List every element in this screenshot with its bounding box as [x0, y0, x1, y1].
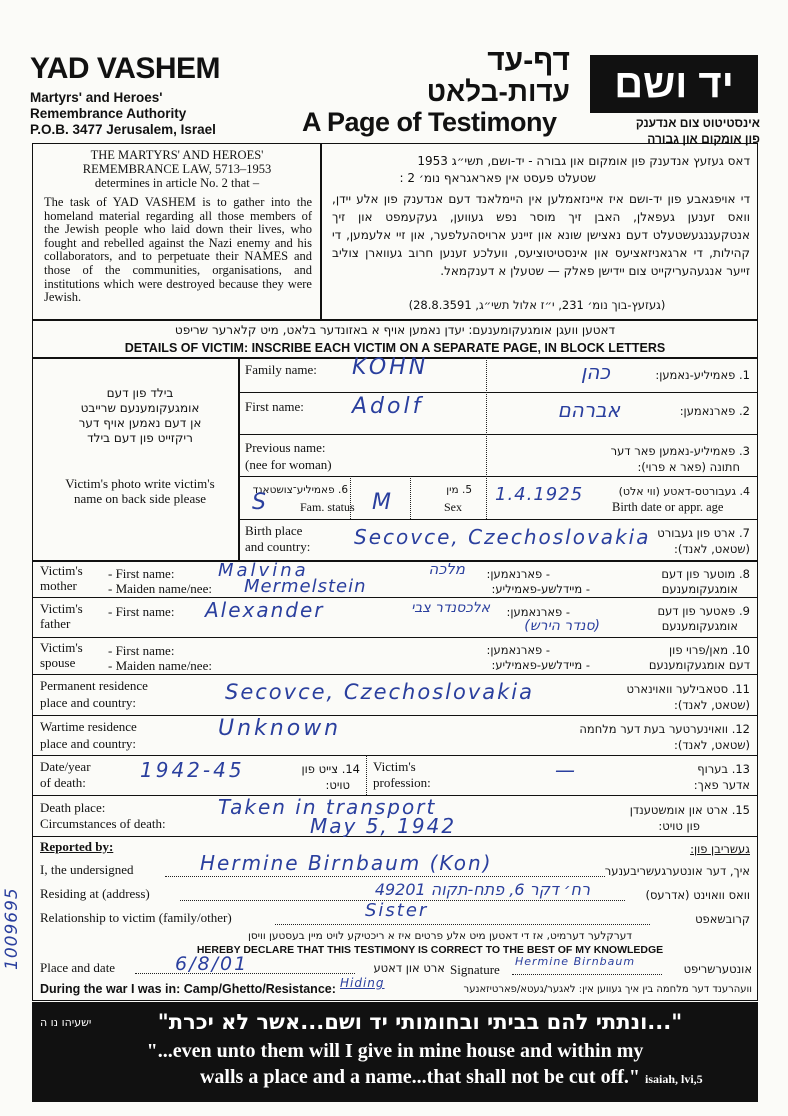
- org-en-line3: P.O.B. 3477 Jerusalem, Israel: [30, 122, 216, 137]
- footer-heb-ref: ישעיהו נו ה: [40, 1016, 92, 1029]
- family-name-heb-value: כהן: [580, 360, 610, 384]
- law-yi-head: דאס געזעץ אנדענק פון אומקום און גבורה - יד-ושם, תשי״ג 1953: [417, 154, 750, 168]
- first-name-heb-value: אברהם: [557, 398, 620, 422]
- sex-yi: 5. מין: [446, 484, 472, 496]
- place-date-value: 6/8/01: [175, 953, 249, 975]
- yad-vashem-logo: יד ושם: [590, 55, 758, 113]
- profession-label-1: Victim's: [373, 759, 416, 774]
- profession-label-2: profession:: [373, 775, 431, 790]
- signature-label: Signature: [450, 962, 500, 977]
- father-yi-1: 9. פאטער פון דעם: [657, 604, 750, 618]
- law-yi-body: די אויפגאבע פון יד-ושם איז איינזאמלען אין היימלאנד דעם אנדענק פון אלע יידן, וואס זענען געפאלן, האבן זיך מוסר נפש געווען, געקעמפט און זיך אנטקעגנגעשטעלט דעם נאצישן שונא און זיינע ארויסהעלפער, און זיי אלעמען, די קהילות, די ארגאניזאציעס און אינסטיטוציעס, וועלכע זענען חרוב געווארן צוליב זייער אנגעהעריקייט צום יידישן פאלק — שטעלן א דענקמאל.: [332, 192, 750, 278]
- perm-res-yi-2: (שטאט, לאנד):: [673, 698, 750, 712]
- father-heb-value-1: אלכסנדר צבי: [411, 600, 490, 616]
- death-place-value-2: May 5, 1942: [310, 814, 457, 838]
- fam-status-value: S: [252, 490, 269, 515]
- fam-status-yi: 6. פאמיליע־צושטאנד: [252, 484, 348, 496]
- birth-date-value: 1.4.1925: [495, 484, 584, 505]
- birth-place-value: Secovce, Czechoslovakia: [354, 525, 651, 549]
- birth-date-yi: 4. געבורטס-דאטע (ווי אלט): [618, 485, 750, 498]
- prev-name-yi-1: 3. פאמיליע-נאמען פאר דער: [610, 444, 750, 458]
- father-first-value: Alexander: [205, 598, 325, 622]
- profession-value: —: [555, 758, 578, 782]
- mother-first-yi: - פארנאמען:: [486, 567, 550, 581]
- birth-place-label-2: and country:: [245, 539, 311, 554]
- page-title: A Page of Testimony: [302, 107, 557, 137]
- yiddish-title-2: עדות-בלאט: [426, 76, 570, 107]
- relationship-label: Relationship to victim (family/other): [40, 910, 232, 925]
- death-date-yi-2: טויט:: [325, 778, 350, 792]
- profession-yi-1: 13. בערוף: [697, 762, 750, 776]
- law-yi-ref: (געזעץ-בוך נומ׳ 231, י״ז אלול תשי״ג, 28.8.3591): [408, 298, 666, 312]
- spouse-first-yi: - פארנאמען:: [486, 643, 550, 657]
- yiddish-title-1: דף-עד: [487, 44, 570, 77]
- spouse-label-2: spouse: [40, 655, 76, 670]
- profession-yi-2: אדער פאך:: [693, 778, 750, 792]
- death-place-label-2: Circumstances of death:: [40, 816, 166, 831]
- war-value: Hiding: [340, 976, 385, 990]
- war-yi: וועהרענד דער מלחמה בין איך געווען אין: לאגער/געטא/פארטיזאנער: [463, 984, 752, 995]
- father-first-yi: - פארנאמען:: [506, 605, 570, 619]
- death-place-yi-2: פון טויט:: [658, 819, 700, 833]
- org-en-title: YAD VASHEM: [30, 52, 221, 85]
- signature-yi: אונטערשריפט: [683, 962, 752, 976]
- place-date-label: Place and date: [40, 960, 116, 975]
- law-yi-head2: שטעלט פעסט אין פאראגראף נומ׳ 2 :: [399, 171, 596, 185]
- perm-res-label-1: Permanent residence: [40, 678, 148, 693]
- mother-yi-1: 8. מוטער פון דעם: [661, 567, 750, 581]
- spouse-yi-2: דעם אומגעקומענעם: [648, 658, 750, 672]
- death-date-yi-1: 14. צייט פון: [301, 762, 360, 776]
- birth-place-yi-1: 7. ארט פון געבורט: [657, 526, 750, 540]
- family-name-value: KOHN: [352, 355, 429, 380]
- death-place-value-1: Taken in transport: [218, 795, 437, 819]
- death-place-label-1: Death place:: [40, 800, 106, 815]
- prev-name-label-2: (nee for woman): [245, 457, 332, 472]
- law-en-line1: THE MARTYRS' AND HEROES': [90, 148, 264, 162]
- org-en-line2: Remembrance Authority: [30, 106, 187, 121]
- margin-stamp: 1009695: [2, 887, 22, 970]
- war-res-label-1: Wartime residence: [40, 719, 137, 734]
- declare-yi: דערקלער דערמיט, אז די דאטען מיט אלע פרטים איז א ריכטיקע לויט מיין בעסטען וויסן: [247, 930, 633, 942]
- perm-res-value: Secovce, Czechoslovakia: [225, 680, 534, 704]
- spouse-maiden-label: - Maiden name/nee:: [108, 658, 212, 673]
- mother-label-1: Victim's: [40, 563, 83, 578]
- photo-yi-text: בילד פון דעם אומגעקומענעם שרייבט אן דעם נאמען אויף דער ריקזייט פון דעם בילד: [78, 386, 202, 445]
- first-name-value: Adolf: [352, 394, 424, 419]
- father-first-label: - First name:: [108, 604, 175, 619]
- war-label: During the war I was in: Camp/Ghetto/Resistance:: [40, 982, 336, 996]
- footer-en-ref: isaiah, lvi,5: [645, 1072, 703, 1086]
- first-name-label: First name:: [245, 399, 304, 414]
- perm-res-label-2: place and country:: [40, 695, 137, 710]
- spouse-label-1: Victim's: [40, 640, 83, 655]
- undersigned-label: I, the undersigned: [40, 862, 134, 877]
- war-res-yi-1: 12. וואוינערטער בעת דער מלחמה: [579, 722, 750, 736]
- mother-yi-2: אומגעקומענעם: [661, 582, 738, 596]
- reporter-heading-yi: געשריבן פון:: [690, 842, 750, 856]
- family-name-label: Family name:: [245, 362, 317, 377]
- org-yi-line1: אינסטיטוט צום אנדענק: [635, 116, 760, 130]
- relationship-value: Sister: [365, 900, 429, 921]
- law-en-line3: determines in article No. 2 that –: [94, 176, 260, 190]
- birth-date-label: Birth date or appr. age: [612, 500, 724, 514]
- sex-value: M: [372, 490, 394, 515]
- spouse-first-label: - First name:: [108, 643, 175, 658]
- death-place-yi-1: 15. ארט און אומשטענדן: [629, 803, 750, 817]
- victim-yi-heading: דאטען וועגן אומגעקומענעם: יעדן נאמען אויף א באזונדער בלאט, מיט קלארער שריפט: [174, 323, 616, 337]
- org-en-line1: Martyrs' and Heroes': [30, 90, 163, 105]
- prev-name-yi-2: חתונה (פאר א פרוי):: [637, 460, 740, 474]
- mother-maiden-yi: - מיידלשע-פאמיליע:: [491, 582, 590, 596]
- victim-en-heading: DETAILS OF VICTIM: INSCRIBE EACH VICTIM ON A SEPARATE PAGE, IN BLOCK LETTERS: [124, 341, 666, 355]
- footer-en-quote-1: "...even unto them will I give in mine house and within my: [146, 1040, 644, 1062]
- fam-status-label: Fam. status: [300, 500, 355, 514]
- relationship-yi: קרובשאפט: [695, 912, 750, 926]
- footer-heb-quote: "...ונתתי להם בביתי ובחומותי יד ושם...אשר לא יכרת": [157, 1010, 683, 1034]
- father-label-1: Victim's: [40, 601, 83, 616]
- address-label: Residing at (address): [40, 886, 150, 901]
- father-heb-value-2: (סנדר הירש): [524, 618, 600, 634]
- family-name-yi: 1. פאמיליע-נאמען:: [655, 368, 750, 382]
- war-res-label-2: place and country:: [40, 736, 137, 751]
- footer-en-quote-2: walls a place and a name...that shall not be cut off.": [199, 1066, 640, 1088]
- place-date-yi: ארט און דאטע: [373, 961, 445, 975]
- birth-place-label-1: Birth place: [245, 523, 303, 538]
- mother-maiden-label: - Maiden name/nee:: [108, 581, 212, 596]
- photo-en-text: Victim's photo write victim's name on back side please: [65, 476, 215, 506]
- law-en-body: The task of YAD VASHEM is to gather into the homeland material regarding all those members of the Jewish people who laid down their lives, who fought and rebelled against the Nazi enemy and his collaborators, and to perpetuate their NAMES and those of the communities, organisations, and institutions which were destroyed because they were Jewish.: [44, 195, 312, 305]
- sex-label: Sex: [444, 500, 462, 514]
- perm-res-yi-1: 11. סטאבילער וואוינארט: [626, 682, 750, 696]
- reporter-heading: Reported by:: [40, 839, 114, 854]
- address-value: רח׳ דקר 6, פתח-תקוה 49201: [374, 880, 590, 899]
- spouse-maiden-yi: - מיידלשע-פאמיליע:: [491, 658, 590, 672]
- law-en-line2: REMEMBRANCE LAW, 5713–1953: [82, 162, 272, 176]
- signature-value: Hermine Birnbaum: [515, 955, 636, 968]
- prev-name-label-1: Previous name:: [245, 440, 326, 455]
- death-date-value: 1942-45: [140, 758, 245, 782]
- address-yi: וואס וואוינט (אדרעס): [645, 888, 750, 902]
- birth-place-yi-2: (שטאט, לאנד):: [673, 542, 750, 556]
- death-date-label-2: of death:: [40, 775, 86, 790]
- undersigned-yi: איך, דער אונטערגעשריבענער: [604, 864, 750, 878]
- father-yi-2: אומגעקומענעם: [661, 619, 738, 633]
- father-label-2: father: [40, 616, 71, 631]
- mother-first-value: Malvina: [218, 560, 309, 581]
- death-date-label-1: Date/year: [40, 759, 91, 774]
- first-name-yi: 2. פארנאמען:: [679, 404, 750, 418]
- mother-maiden-value: Mermelstein: [244, 576, 367, 597]
- undersigned-value: Hermine Birnbaum (Kon): [200, 851, 493, 875]
- mother-label-2: mother: [40, 578, 77, 593]
- mother-first-heb-value: מלכה: [428, 560, 465, 578]
- law-en-head: [38, 148, 316, 190]
- declare-en: HEREBY DECLARE THAT THIS TESTIMONY IS CORRECT TO THE BEST OF MY KNOWLEDGE: [196, 944, 664, 956]
- war-res-value: Unknown: [218, 716, 342, 741]
- mother-first-label: - First name:: [108, 566, 175, 581]
- spouse-yi-1: 10. מאן/פרוי פון: [669, 643, 750, 657]
- war-res-yi-2: (שטאט, לאנד):: [673, 738, 750, 752]
- org-yi-line2: פון אומקום און גבורה: [647, 132, 760, 146]
